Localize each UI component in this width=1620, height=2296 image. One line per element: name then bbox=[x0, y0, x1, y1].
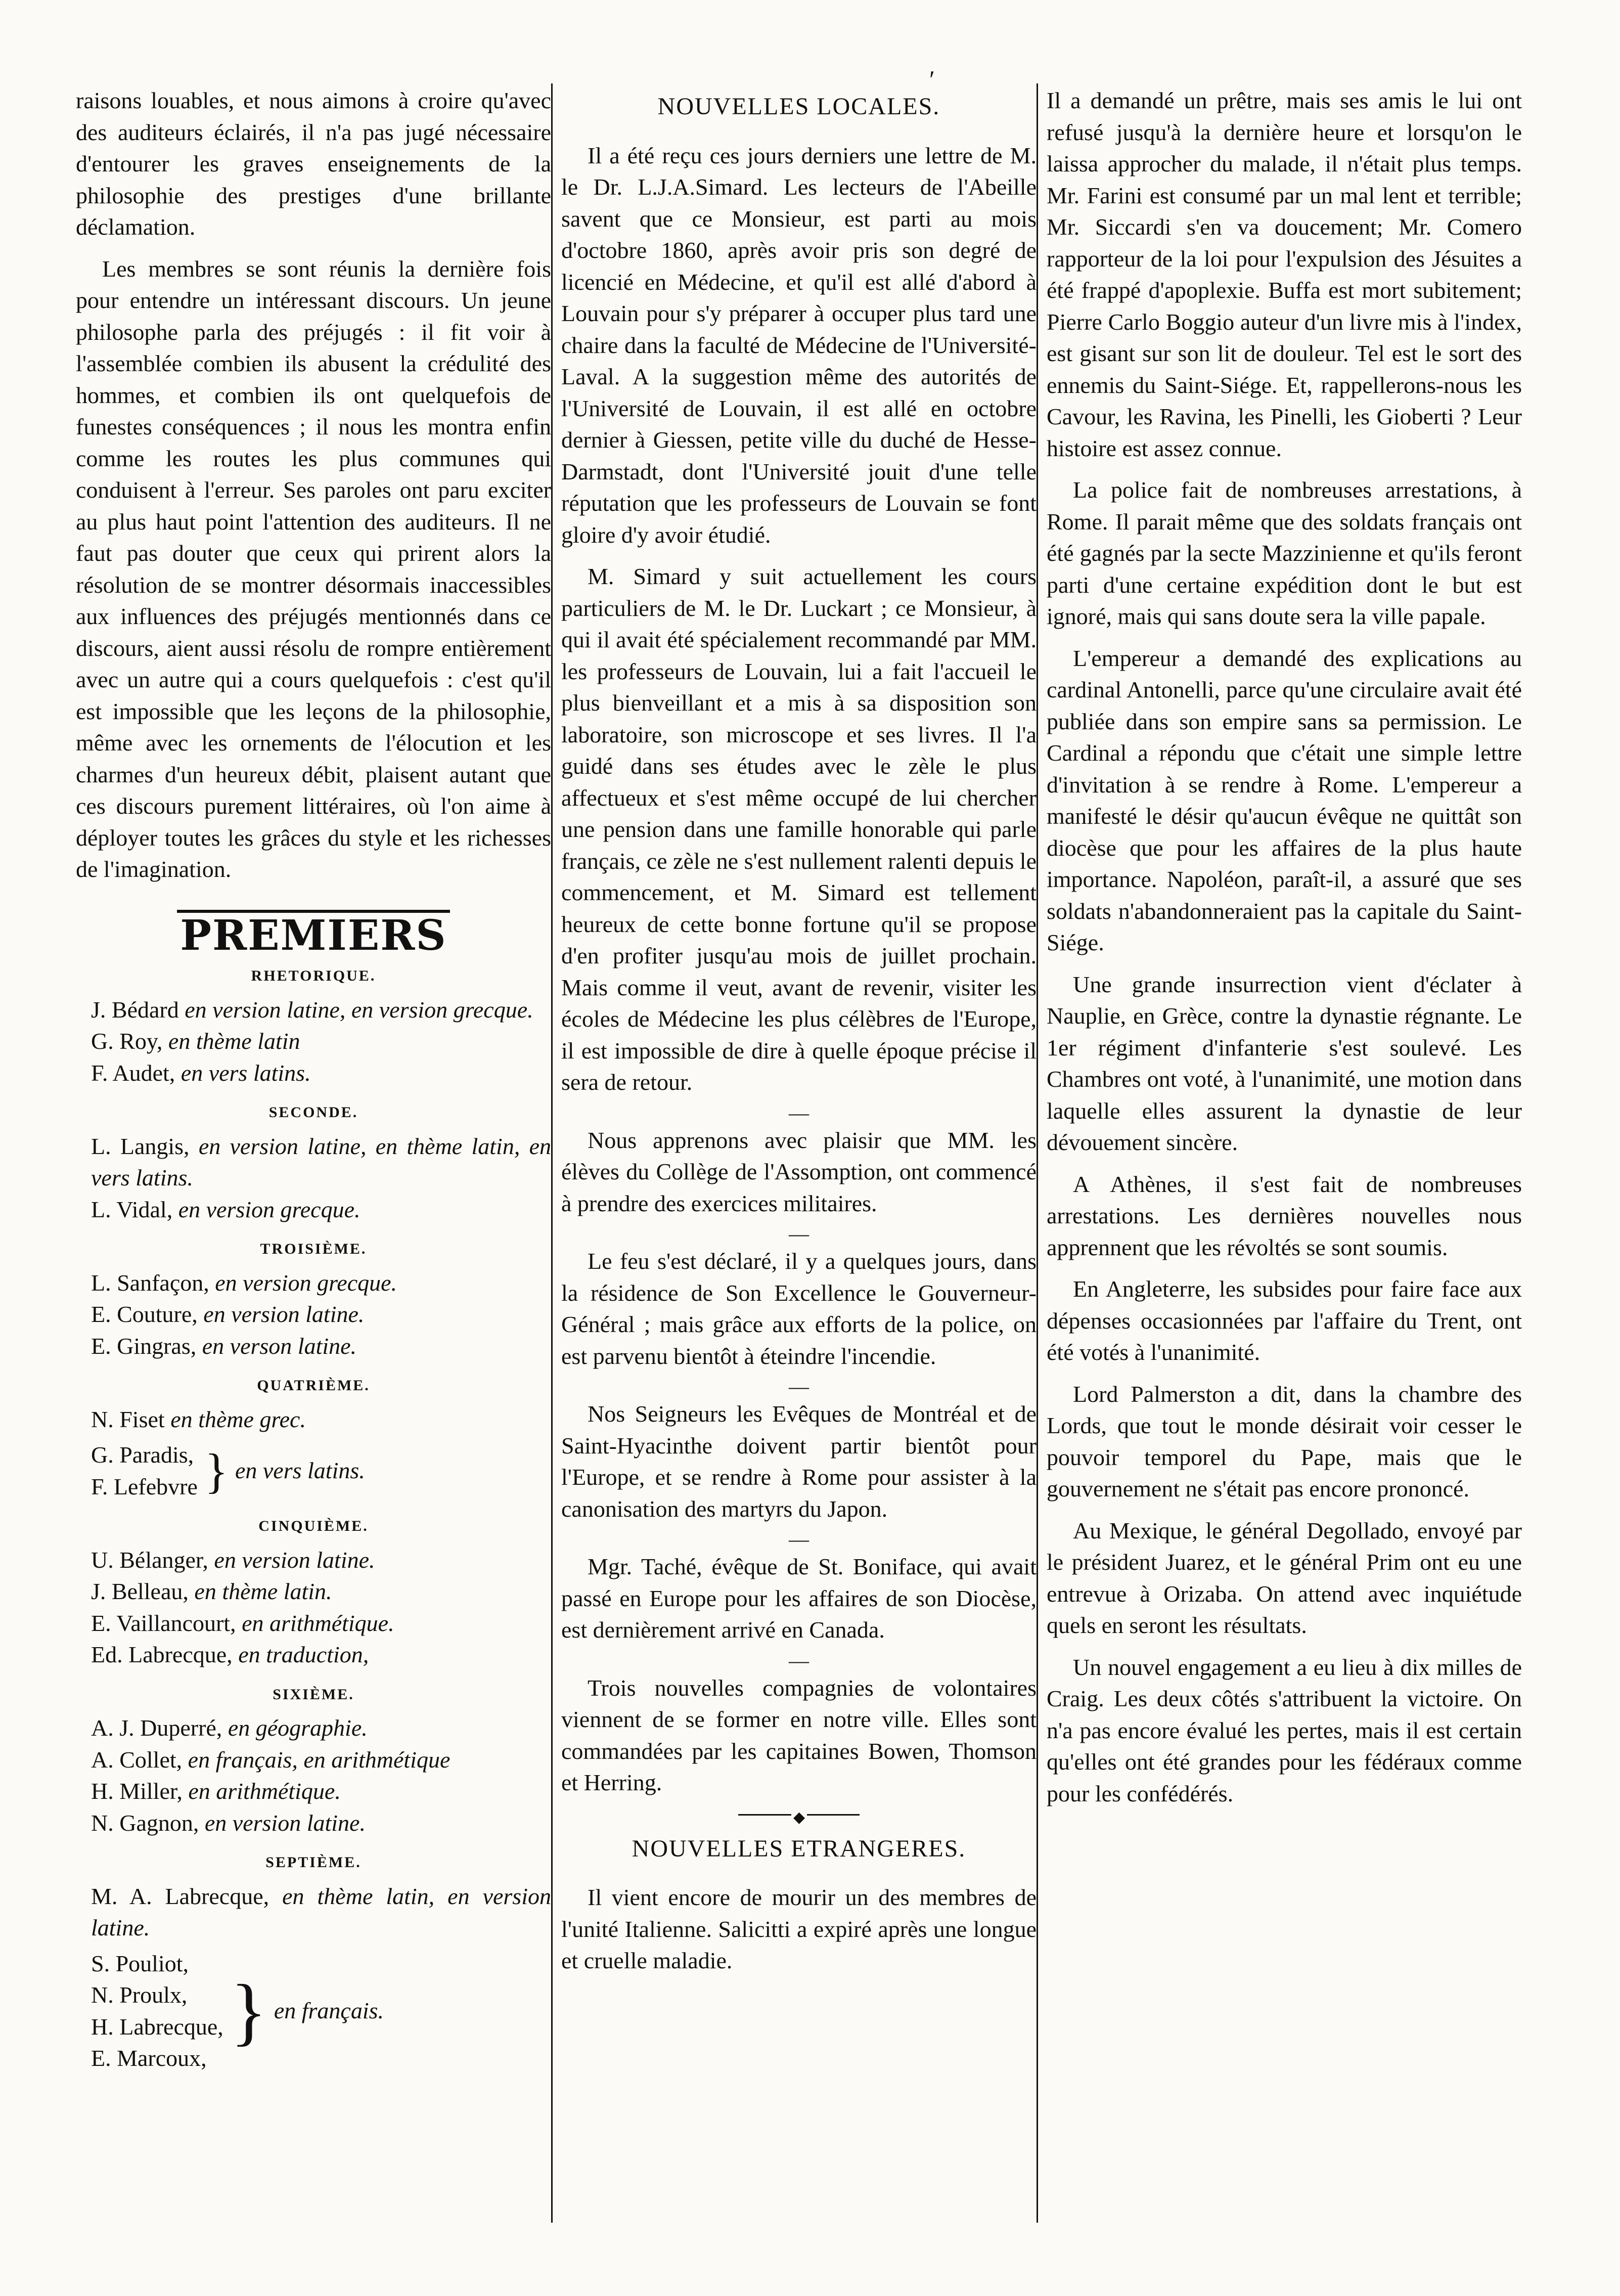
print-mark: ʹ bbox=[929, 65, 935, 94]
class-name: SEPTIÈME. bbox=[265, 1854, 362, 1871]
class-rhetorique bbox=[76, 960, 551, 1089]
prize-entry: U. Bélanger, en version latine. bbox=[91, 1547, 375, 1573]
class-name: TROISIÈME. bbox=[260, 1241, 367, 1257]
separator-dash: — bbox=[789, 1649, 809, 1672]
separator-dash: — bbox=[789, 1222, 809, 1245]
foreign-news-item: Il vient encore de mourir un des membres de l'unité Italienne. Salicitti a expiré après une longue et cruelle maladie. bbox=[561, 1884, 1037, 1973]
group-names: G. Paradis, F. Lefebvre bbox=[91, 1442, 198, 1499]
prize-entry: E. Couture, en version latine. bbox=[91, 1301, 365, 1327]
group-names: S. Pouliot, N. Proulx, H. Labrecque, E. Marcoux, bbox=[91, 1950, 223, 2071]
class-name: SIXIÈME. bbox=[273, 1686, 354, 1703]
foreign-news-item: Un nouvel engagement a eu lieu à dix milles de Craig. Les deux côtés s'attribuent la victoire. On n'a pas encore évalué les pertes, mais il est certain qu'elles ont été grandes pour les fédéraux comme pour les confédérés. bbox=[1047, 1654, 1522, 1806]
prize-entry: E. Vaillancourt, en arithmétique. bbox=[91, 1610, 394, 1636]
prize-entry: A. J. Duperré, en géographie. bbox=[91, 1715, 368, 1741]
class-name: SECONDE. bbox=[268, 1104, 358, 1121]
local-news-item: Le feu s'est déclaré, il y a quelques jours, dans la résidence de Son Excellence le Gouverneur-Général ; mais grâce aux efforts de la police, on est parvenu bientôt à éteindre l'incendie. bbox=[561, 1248, 1037, 1369]
prize-entry: A. Collet, en français, en arithmétique bbox=[91, 1746, 451, 1773]
prize-entry: L. Langis, en version latine, en thème latin, en vers latins. bbox=[91, 1133, 551, 1190]
prize-entry: E. Gingras, en verson latine. bbox=[91, 1333, 357, 1359]
local-news-item: Mgr. Taché, évêque de St. Boniface, qui avait passé en Europe pour les affaires de son Diocèse, est dernièrement arrivé en Canada. bbox=[561, 1554, 1037, 1643]
class-seconde bbox=[76, 1097, 551, 1225]
column-1 bbox=[76, 85, 551, 2079]
local-news-item: Il a été reçu ces jours derniers une lettre de M. le Dr. L.J.A.Simard. Les lecteurs de l'Abeille savent que ce Monsieur, est parti au mois d'octobre 1860, après avoir pris son degré de licencié en Médecine, et qu'il est allé d'abord à Louvain pour s'y préparer à occuper plus tard une chaire dans la faculté de Médecine de l'Université-Laval. A la suggestion même des autorités de l'Université de Louvain, il est allé en octobre dernier à Giessen, petite ville du duché de Hesse-Darmstadt, dont l'Université jouit d'une telle réputation que les professeurs de Louvain se font gloire d'y avoir étudié. bbox=[561, 142, 1037, 548]
brace: } bbox=[230, 1969, 267, 2053]
separator-dash: — bbox=[789, 1375, 809, 1398]
prize-entry: N. Gagnon, en version latine. bbox=[91, 1809, 366, 1836]
class-sixieme bbox=[76, 1679, 551, 1839]
prize-entry: F. Audet, en vers latins. bbox=[91, 1059, 311, 1086]
class-troisieme bbox=[76, 1233, 551, 1362]
column-rule-left bbox=[551, 83, 553, 2223]
prize-entry: M. A. Labrecque, en thème latin, en version latine. bbox=[91, 1883, 551, 1940]
group-mention: en vers latins. bbox=[235, 1458, 365, 1484]
group-mention: en français. bbox=[274, 1998, 384, 2024]
col1-paragraph-1: raisons louables, et nous aimons à croire qu'avec des auditeurs éclairés, il n'a pas jugé nécessaire d'entourer les graves enseignements de la philosophie des prestiges d'une brillante déclamation. bbox=[76, 87, 551, 240]
prize-group bbox=[91, 1439, 551, 1503]
foreign-news-item: La police fait de nombreuses arrestations, à Rome. Il parait même que des soldats français ont été gagnés par la secte Mazzinienne et qu'ils feront parti d'une certaine expédition dont le but est ignoré, mais qui sans doute sera la ville papale. bbox=[1047, 477, 1522, 629]
local-news-item: M. Simard y suit actuellement les cours particuliers de M. le Dr. Luckart ; ce Monsieur, à qui il avait été spécialement recommandé par MM. les professeurs de Louvain, lui a fait l'accueil le plus bienveillant et a mis à sa disposition son laboratoire, son microscope et ses livres. Il l'a guidé dans ses études avec le zèle le plus affectueux et s'est même occupé de lui chercher une pension dans une famille honorable qui parle français, ce zèle ne s'est nullement ralenti depuis le commencement, et M. Simard est tellement heureux de cette bonne fortune qu'il se propose d'en profiter jusqu'au mois de juillet prochain. Mais comme il veut, avant de revenir, visiter les écoles de Médecine les plus célèbres de l'Europe, il est impossible de dire à quelle époque précise il sera de retour. bbox=[561, 563, 1037, 1095]
ornamental-rule bbox=[738, 1811, 860, 1818]
foreign-news-item: Au Mexique, le général Degollado, envoyé par le président Juarez, et le général Prim ont eu une entrevue à Orizaba. On attend avec inquiétude quels en seront les résultats. bbox=[1047, 1517, 1522, 1638]
local-news-item: Nous apprenons avec plaisir que MM. les élèves du Collège de l'Assomption, ont commencé à prendre des exercices militaires. bbox=[561, 1127, 1037, 1216]
prize-entry: L. Vidal, en version grecque. bbox=[91, 1196, 361, 1222]
local-news-item: Trois nouvelles compagnies de volontaires viennent de se former en notre ville. Elles sont commandées par les capitaines Bowen, Thomson et Herring. bbox=[561, 1674, 1037, 1795]
column-3 bbox=[1047, 85, 1522, 1820]
foreign-news-item: En Angleterre, les subsides pour faire face aux dépenses occasionnées par l'affaire du Trent, ont été votés à l'unanimité. bbox=[1047, 1276, 1522, 1365]
prize-entry: N. Fiset en thème grec. bbox=[91, 1406, 306, 1432]
class-cinquieme bbox=[76, 1511, 551, 1671]
brace: } bbox=[204, 1443, 228, 1498]
heading-nouvelles-locales: NOUVELLES LOCALES. bbox=[657, 93, 940, 120]
class-name: RHETORIQUE. bbox=[251, 967, 376, 984]
foreign-news-item: Lord Palmerston a dit, dans la chambre des Lords, que tout le monde désirait voir cesser le pouvoir temporel du Pape, mais que le gouvernement ne s'était pas encore prononcé. bbox=[1047, 1381, 1522, 1502]
separator-dash: — bbox=[789, 1101, 809, 1124]
heading-nouvelles-etrangeres: NOUVELLES ETRANGERES. bbox=[632, 1835, 966, 1862]
foreign-news-item: Il a demandé un prêtre, mais ses amis le lui ont refusé jusqu'à la dernière heure et lorsqu'on le laissa approcher du malade, il n'était plus temps. Mr. Farini est consumé par un mal lent et terrible; Mr. Siccardi s'en va doucement; Mr. Comero rapporteur de la loi pour l'expulsion des Jésuites a été frappé d'apoplexie. Buffa est mort subitement; Pierre Carlo Boggio auteur d'un livre mis à l'index, est gisant sur son lit de douleur. Tel est le sort des ennemis du Saint-Siége. Et, rappellerons-nous les Cavour, les Ravina, les Pinelli, les Gioberti ? Leur histoire est assez connue. bbox=[1047, 87, 1522, 461]
class-name: QUATRIÈME. bbox=[257, 1377, 370, 1394]
column-rule-right bbox=[1037, 83, 1038, 2223]
foreign-news-item: A Athènes, il s'est fait de nombreuses arrestations. Les dernières nouvelles nous apprennent que les révoltés se sont soumis. bbox=[1047, 1171, 1522, 1260]
prize-entry: H. Miller, en arithmétique. bbox=[91, 1778, 341, 1804]
premiers-title: PREMIERS bbox=[177, 910, 450, 952]
local-news-item: Nos Seigneurs les Evêques de Montréal et de Saint-Hyacinthe doivent partir bientôt pour l'Europe, et se rendre à Rome pour assister à la canonisation des martyrs du Japon. bbox=[561, 1401, 1037, 1522]
prize-entry: Ed. Labrecque, en traduction, bbox=[91, 1642, 369, 1667]
prize-entry: J. Belleau, en thème latin. bbox=[91, 1578, 332, 1604]
foreign-news-item: L'empereur a demandé des explications au cardinal Antonelli, parce qu'une circulaire avait été publiée dans son empire sans sa permission. Le Cardinal a répondu que c'était une simple lettre d'invitation à se rendre à Rome. L'empereur a manifesté le désir qu'aucun évêque ne quittât son diocèse que pour les affaires de la plus haute importance. Napoléon, paraît-il, a assuré que ses soldats n'abandonneraient pas la capitale du Saint-Siége. bbox=[1047, 645, 1522, 955]
column-2 bbox=[561, 85, 1037, 1987]
separator-dash: — bbox=[789, 1528, 809, 1551]
prize-group bbox=[91, 1948, 551, 2074]
class-quatrieme bbox=[76, 1370, 551, 1503]
prize-entry: J. Bédard en version latine, en version grecque. bbox=[91, 996, 533, 1023]
prize-entry: L. Sanfaçon, en version grecque. bbox=[91, 1269, 397, 1296]
prize-entry: G. Roy, en thème latin bbox=[91, 1028, 300, 1054]
foreign-news-item: Une grande insurrection vient d'éclater à Nauplie, en Grèce, contre la dynastie régnante. Le 1er régiment d'infanterie s'est soulevé. Les Chambres ont voté, à l'unanimité, une motion dans laquelle elles assurent la dynastie de leur dévouement sincère. bbox=[1047, 971, 1522, 1155]
class-septieme bbox=[76, 1847, 551, 2074]
col1-paragraph-2: Les membres se sont réunis la dernière fois pour entendre un intéressant discours. Un jeune philosophe parla des préjugés : il fit voir à l'assemblée combien ils abusent la crédulité des hommes, et combien ils ont quelquefois de funestes conséquences ; il nous les montra enfin comme les routes les plus communes qui conduisent à l'erreur. Ses paroles ont paru exciter au plus haut point l'attention des auditeurs. Il ne faut pas douter que ceux qui prirent alors la résolution de se montrer désormais inaccessibles aux influences des préjugés mentionnés dans ce discours, aient aussi résolu de rompre entièrement avec un autre qui a cours quelquefois : c'est qu'il est impossible que les leçons de la philosophie, même avec les ornements de l'élocution et les charmes d'un heureux débit, plaisent autant que ces discours purement littéraires, où l'on aime à déployer toutes les grâces du style et les richesses de l'imagination. bbox=[76, 255, 551, 882]
class-name: CINQUIÈME. bbox=[258, 1518, 369, 1534]
